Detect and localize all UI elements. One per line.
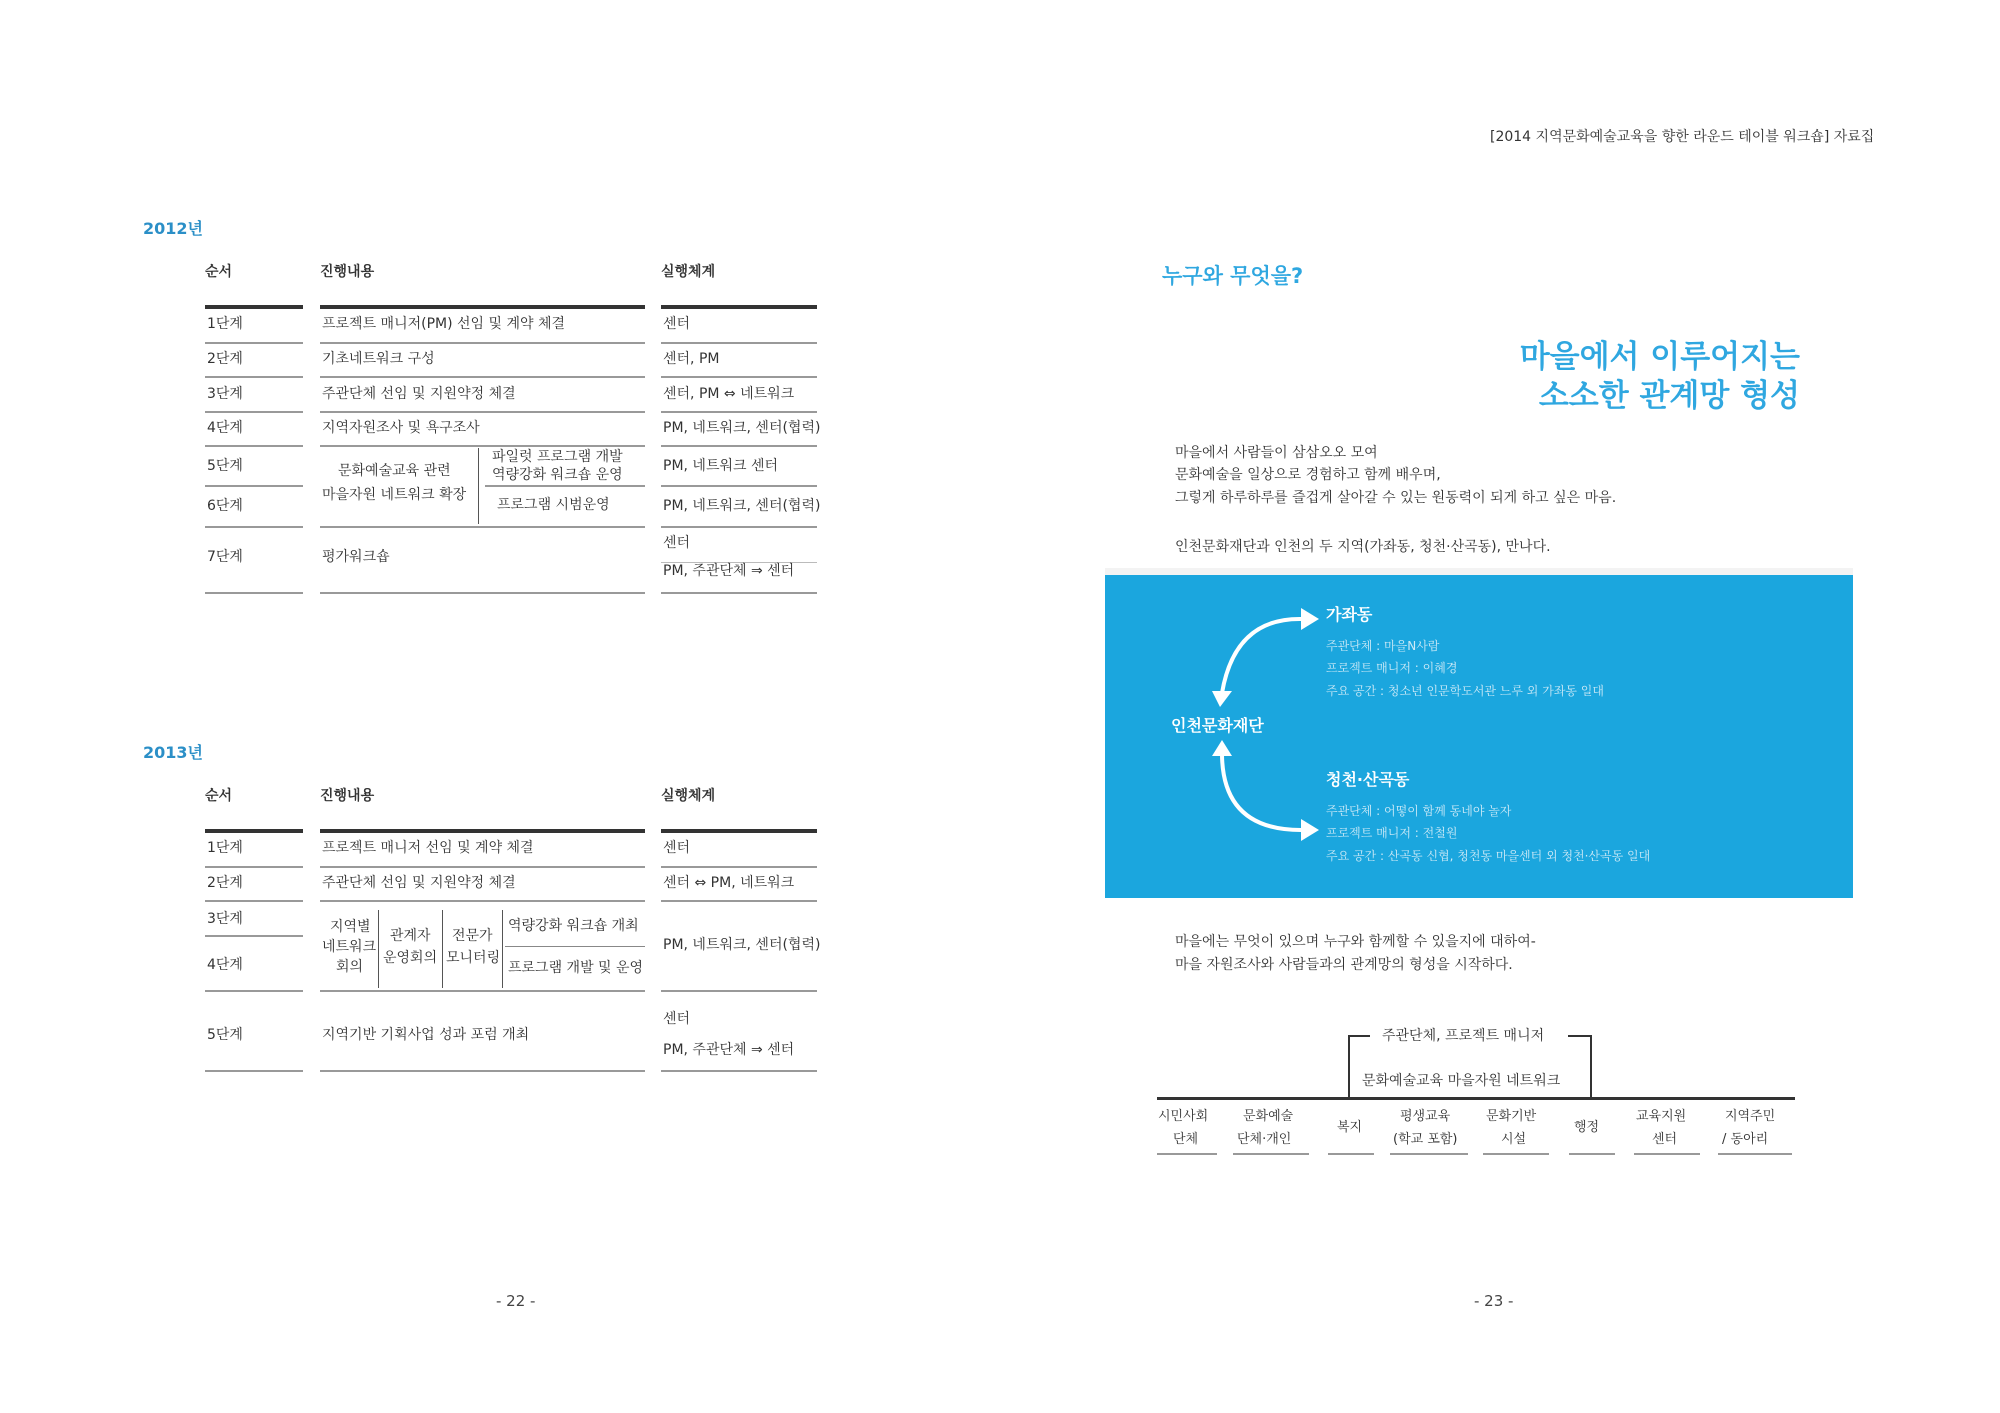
section-title: 누구와 무엇을? (1162, 264, 1304, 288)
col-header-system: 실행체계 (661, 788, 716, 804)
merged-content: 마을자원 네트워크 확장 (322, 487, 467, 503)
step-system: 센터 (663, 316, 691, 332)
step-label: 3단계 (207, 386, 243, 402)
row-divider (485, 485, 645, 487)
row-divider (320, 900, 645, 902)
row-divider (205, 411, 303, 413)
foundation-label: 인천문화재단 (1171, 716, 1264, 735)
region2-detail: 주요 공간 : 산곡동 신협, 청천동 마을센터 외 청천·산곡동 일대 (1326, 849, 1651, 863)
merged-content: 모니터링 (446, 950, 501, 966)
step-content: 지역기반 기획사업 성과 포럼 개최 (322, 1027, 530, 1043)
step-label: 2단계 (207, 875, 243, 891)
step-system: 센터 (663, 535, 691, 551)
col-header-order: 순서 (205, 788, 233, 804)
row-divider (320, 526, 645, 528)
header-rule (205, 829, 303, 833)
item-underline (1157, 1153, 1217, 1155)
network-item: 복지 (1337, 1120, 1363, 1135)
header-rule (661, 305, 817, 309)
step-system: 센터, PM (663, 351, 720, 367)
region1-detail: 주요 공간 : 청소년 인문학도서관 느루 외 가좌동 일대 (1326, 684, 1604, 698)
row-divider (205, 376, 303, 378)
row-divider (205, 990, 303, 992)
row-divider (661, 485, 817, 487)
item-underline (1569, 1153, 1615, 1155)
document-header: [2014 지역문화예술교육을 향한 라운드 테이블 워크숍] 자료집 (1490, 129, 1875, 145)
closing-line: 마을 자원조사와 사람들과의 관계망의 형성을 시작하다. (1175, 957, 1513, 973)
row-divider (661, 866, 817, 868)
row-divider (320, 990, 645, 992)
step-content: 프로그램 개발 및 운영 (508, 960, 644, 976)
year-2012-label: 2012년 (143, 219, 203, 238)
region-info-box (1105, 575, 1853, 898)
network-item: 평생교육 (1400, 1109, 1451, 1124)
row-divider (661, 376, 817, 378)
col-header-order: 순서 (205, 264, 233, 280)
header-rule (661, 829, 817, 833)
network-item: 행정 (1574, 1120, 1600, 1135)
network-item: 단체·개인 (1237, 1132, 1292, 1147)
row-divider (205, 900, 303, 902)
row-divider (505, 946, 645, 947)
merged-content: 전문가 (452, 928, 493, 944)
network-item: 교육지원 (1636, 1109, 1687, 1124)
bracket-right (1590, 1035, 1592, 1097)
page-number-right: - 23 - (1474, 1292, 1514, 1310)
step-content: 주관단체 선임 및 지원약정 체결 (322, 875, 516, 891)
step-system: PM, 네트워크, 센터(협력) (663, 420, 821, 436)
row-divider (320, 866, 645, 868)
merged-content: 지역별 (330, 919, 371, 935)
region1-name: 가좌동 (1326, 605, 1373, 624)
headline (1400, 338, 1800, 417)
region2-detail: 주관단체 : 어떻이 함께 동네야 놀자 (1326, 804, 1512, 818)
region1-detail: 주관단체 : 마을N사람 (1326, 639, 1440, 653)
row-divider (661, 592, 817, 594)
year-2013-label: 2013년 (143, 743, 203, 762)
row-divider (205, 485, 303, 487)
row-divider (320, 592, 645, 594)
step-system: PM, 네트워크, 센터(협력) (663, 498, 821, 514)
network-item: 단체 (1173, 1132, 1199, 1147)
network-item: 센터 (1652, 1132, 1678, 1147)
intro-line: 문화예술을 일상으로 경험하고 함께 배우며, (1175, 467, 1441, 483)
step-content: 프로젝트 매니저(PM) 선임 및 계약 체결 (322, 316, 566, 332)
row-divider (661, 990, 817, 992)
row-divider (661, 445, 817, 447)
step-label: 5단계 (207, 458, 243, 474)
step-content: 프로젝트 매니저 선임 및 계약 체결 (322, 840, 534, 856)
network-item: 지역주민 (1725, 1109, 1776, 1124)
merged-content: 관계자 (390, 928, 431, 944)
step-content: 역량강화 워크숍 개최 (508, 918, 639, 934)
cell-divider (502, 910, 503, 988)
step-content: 역량강화 워크숍 운영 (492, 467, 623, 483)
box-shadow-strip (1105, 568, 1853, 575)
page-number-left: - 22 - (496, 1292, 536, 1310)
closing-line: 마을에는 무엇이 있으며 누구와 함께할 수 있을지에 대하여- (1175, 934, 1536, 950)
step-label: 5단계 (207, 1027, 243, 1043)
merged-content: 운영회의 (383, 950, 438, 966)
row-divider (320, 342, 645, 344)
region1-detail: 프로젝트 매니저 : 이혜경 (1326, 661, 1458, 675)
step-content: 지역자원조사 및 욕구조사 (322, 420, 480, 436)
item-underline (1718, 1153, 1792, 1155)
network-item: 문화예술 (1243, 1109, 1294, 1124)
row-divider (205, 342, 303, 344)
network-baseline (1157, 1097, 1795, 1100)
row-divider (320, 445, 645, 447)
row-divider (205, 445, 303, 447)
item-underline (1328, 1153, 1374, 1155)
row-divider (205, 935, 303, 937)
merged-content: 회의 (336, 959, 364, 975)
step-label: 2단계 (207, 351, 243, 367)
headline-line-1: 마을에서 이루어지는 (1519, 339, 1800, 375)
step-label: 1단계 (207, 840, 243, 856)
row-divider (661, 411, 817, 413)
header-rule (320, 305, 645, 309)
step-system: 센터 ⇔ PM, 네트워크 (663, 875, 795, 891)
network-item: / 동아리 (1722, 1132, 1769, 1147)
network-item: 시설 (1501, 1132, 1527, 1147)
step-label: 3단계 (207, 911, 243, 927)
network-item: 문화기반 (1486, 1109, 1537, 1124)
row-divider (661, 900, 817, 902)
step-content: 프로그램 시범운영 (497, 497, 610, 513)
col-header-system: 실행체계 (661, 264, 716, 280)
region2-name: 청천·산곡동 (1326, 770, 1410, 789)
row-divider (205, 592, 303, 594)
step-system: PM, 네트워크 센터 (663, 458, 779, 474)
row-divider (320, 376, 645, 378)
row-divider (661, 342, 817, 344)
step-label: 7단계 (207, 549, 243, 565)
header-rule (205, 305, 303, 309)
step-system: PM, 주관단체 ⇒ 센터 (663, 1042, 795, 1058)
step-content: 파일럿 프로그램 개발 (492, 449, 623, 465)
intro-line: 마을에서 사람들이 삼삼오오 모여 (1175, 445, 1378, 461)
col-header-content: 진행내용 (320, 788, 375, 804)
step-system: 센터 (663, 840, 691, 856)
step-content: 주관단체 선임 및 지원약정 체결 (322, 386, 516, 402)
row-divider (661, 526, 817, 528)
item-underline (1233, 1153, 1309, 1155)
merged-content: 네트워크 (322, 939, 377, 955)
step-system: 센터 (663, 1011, 691, 1027)
step-system: 센터, PM ⇔ 네트워크 (663, 386, 795, 402)
row-divider (205, 866, 303, 868)
intro-line: 그렇게 하루하루를 즐겁게 살아갈 수 있는 원동력이 되게 하고 싶은 마음. (1175, 490, 1617, 506)
network-item: 시민사회 (1158, 1109, 1209, 1124)
cell-divider (378, 910, 379, 988)
bracket-top (1568, 1035, 1592, 1037)
col-header-content: 진행내용 (320, 264, 375, 280)
bracket-left (1348, 1035, 1350, 1097)
cell-divider (478, 448, 479, 524)
step-label: 6단계 (207, 498, 243, 514)
row-divider (661, 1070, 817, 1072)
bracket-top (1348, 1035, 1370, 1037)
item-underline (1634, 1153, 1700, 1155)
headline-line-2: 소소한 관계망 형성 (1538, 378, 1800, 415)
region2-detail: 프로젝트 매니저 : 전철원 (1326, 826, 1458, 840)
step-content: 기초네트워크 구성 (322, 351, 435, 367)
cell-divider (442, 910, 443, 988)
step-content: 평가워크숍 (322, 549, 390, 565)
merged-content: 문화예술교육 관련 (338, 463, 451, 479)
item-underline (1390, 1153, 1468, 1155)
step-label: 4단계 (207, 420, 243, 436)
item-underline (1483, 1153, 1549, 1155)
step-system: PM, 주관단체 ⇒ 센터 (663, 563, 795, 579)
network-top-label: 주관단체, 프로젝트 매니저 (1382, 1028, 1545, 1044)
header-rule (320, 829, 645, 833)
network-mid-label: 문화예술교육 마을자원 네트워크 (1362, 1073, 1561, 1089)
row-divider (320, 1070, 645, 1072)
meet-line: 인천문화재단과 인천의 두 지역(가좌동, 청천·산곡동), 만나다. (1175, 539, 1551, 555)
row-divider (205, 526, 303, 528)
row-divider (205, 1070, 303, 1072)
step-system: PM, 네트워크, 센터(협력) (663, 937, 821, 953)
step-label: 4단계 (207, 957, 243, 973)
step-label: 1단계 (207, 316, 243, 332)
row-divider (320, 411, 645, 413)
network-item: (학교 포함) (1393, 1132, 1458, 1147)
